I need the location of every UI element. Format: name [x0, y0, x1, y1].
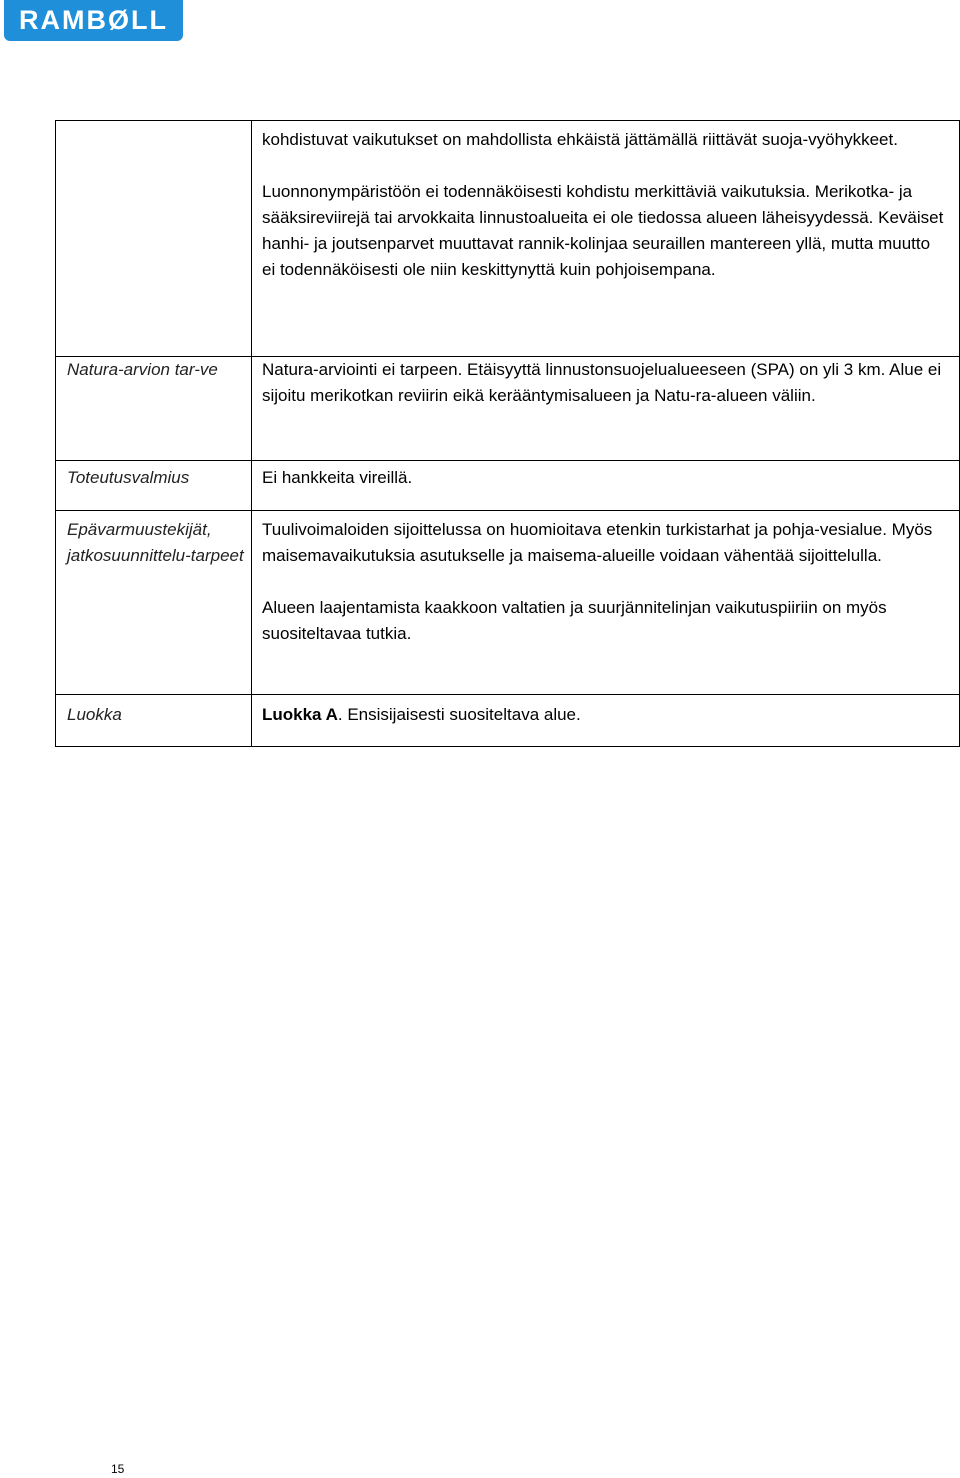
row-content — [252, 695, 960, 747]
row-label-cell — [56, 695, 252, 747]
row-label: Natura-arvion tar-ve — [67, 360, 218, 379]
paragraph: Luonnonympäristöön ei todennäköisesti kohdistu merkittäviä vaikutuksia. Merikotka- ja sääksireviirejä tai arvokkaita linnustoalueita ei ole tiedossa alueen läheisyydessä. Keväiset hanhi- ja joutsenparvet muuttavat rannik-kolinjaa seuraillen mantereen yllä, mutta muutto ei todennäköisesti ole niin keskittynyttä kuin pohjoisempana. — [262, 182, 944, 279]
row-content — [252, 511, 960, 695]
table-row — [56, 511, 960, 695]
table-row — [56, 357, 960, 461]
row-label-empty — [56, 121, 252, 357]
row-label-cell — [56, 357, 252, 461]
page-number: 15 — [111, 1462, 125, 1476]
table-row — [56, 121, 960, 357]
paragraph: kohdistuvat vaikutukset on mahdollista ehkäistä jättämällä riittävät suoja-vyöhykkeet. — [262, 130, 898, 149]
row-content — [252, 461, 960, 511]
classification — [262, 702, 947, 728]
paragraph: Ei hankkeita vireillä. — [262, 468, 413, 487]
row-content — [252, 357, 960, 461]
paragraph: Tuulivoimaloiden sijoittelussa on huomioitava etenkin turkistarhat ja pohja-vesialue. Myös maisemavaikutuksia asutukselle ja maisema-alueille voidaan vähentää sijoittelulla. — [262, 520, 933, 565]
class-rest: . Ensisijaisesti suositeltava alue. — [337, 705, 581, 724]
row-label: Toteutusvalmius — [67, 468, 190, 487]
table-row — [56, 695, 960, 747]
paragraph: Natura-arviointi ei tarpeen. Etäisyyttä linnustonsuojelualueeseen (SPA) on yli 3 km. Alue ei sijoitu merikotkan reviirin eikä kerääntymisalueen ja Natu-ra-alueen väliin. — [262, 360, 942, 405]
table-row — [56, 461, 960, 511]
row-label-cell — [56, 461, 252, 511]
logo-text: RAMBØLL — [19, 5, 168, 35]
row-label: Luokka — [67, 705, 122, 724]
row-content — [252, 121, 960, 357]
ramboll-logo — [4, 0, 183, 41]
row-label-cell — [56, 511, 252, 695]
class-bold: Luokka A — [262, 705, 338, 724]
paragraph: Alueen laajentamista kaakkoon valtatien ja suurjännitelinjan vaikutuspiiriin on myös suositeltavaa tutkia. — [262, 598, 887, 643]
assessment-table — [55, 120, 960, 747]
row-label: Epävarmuustekijät, jatkosuunnittelu-tarpeet — [67, 520, 244, 565]
